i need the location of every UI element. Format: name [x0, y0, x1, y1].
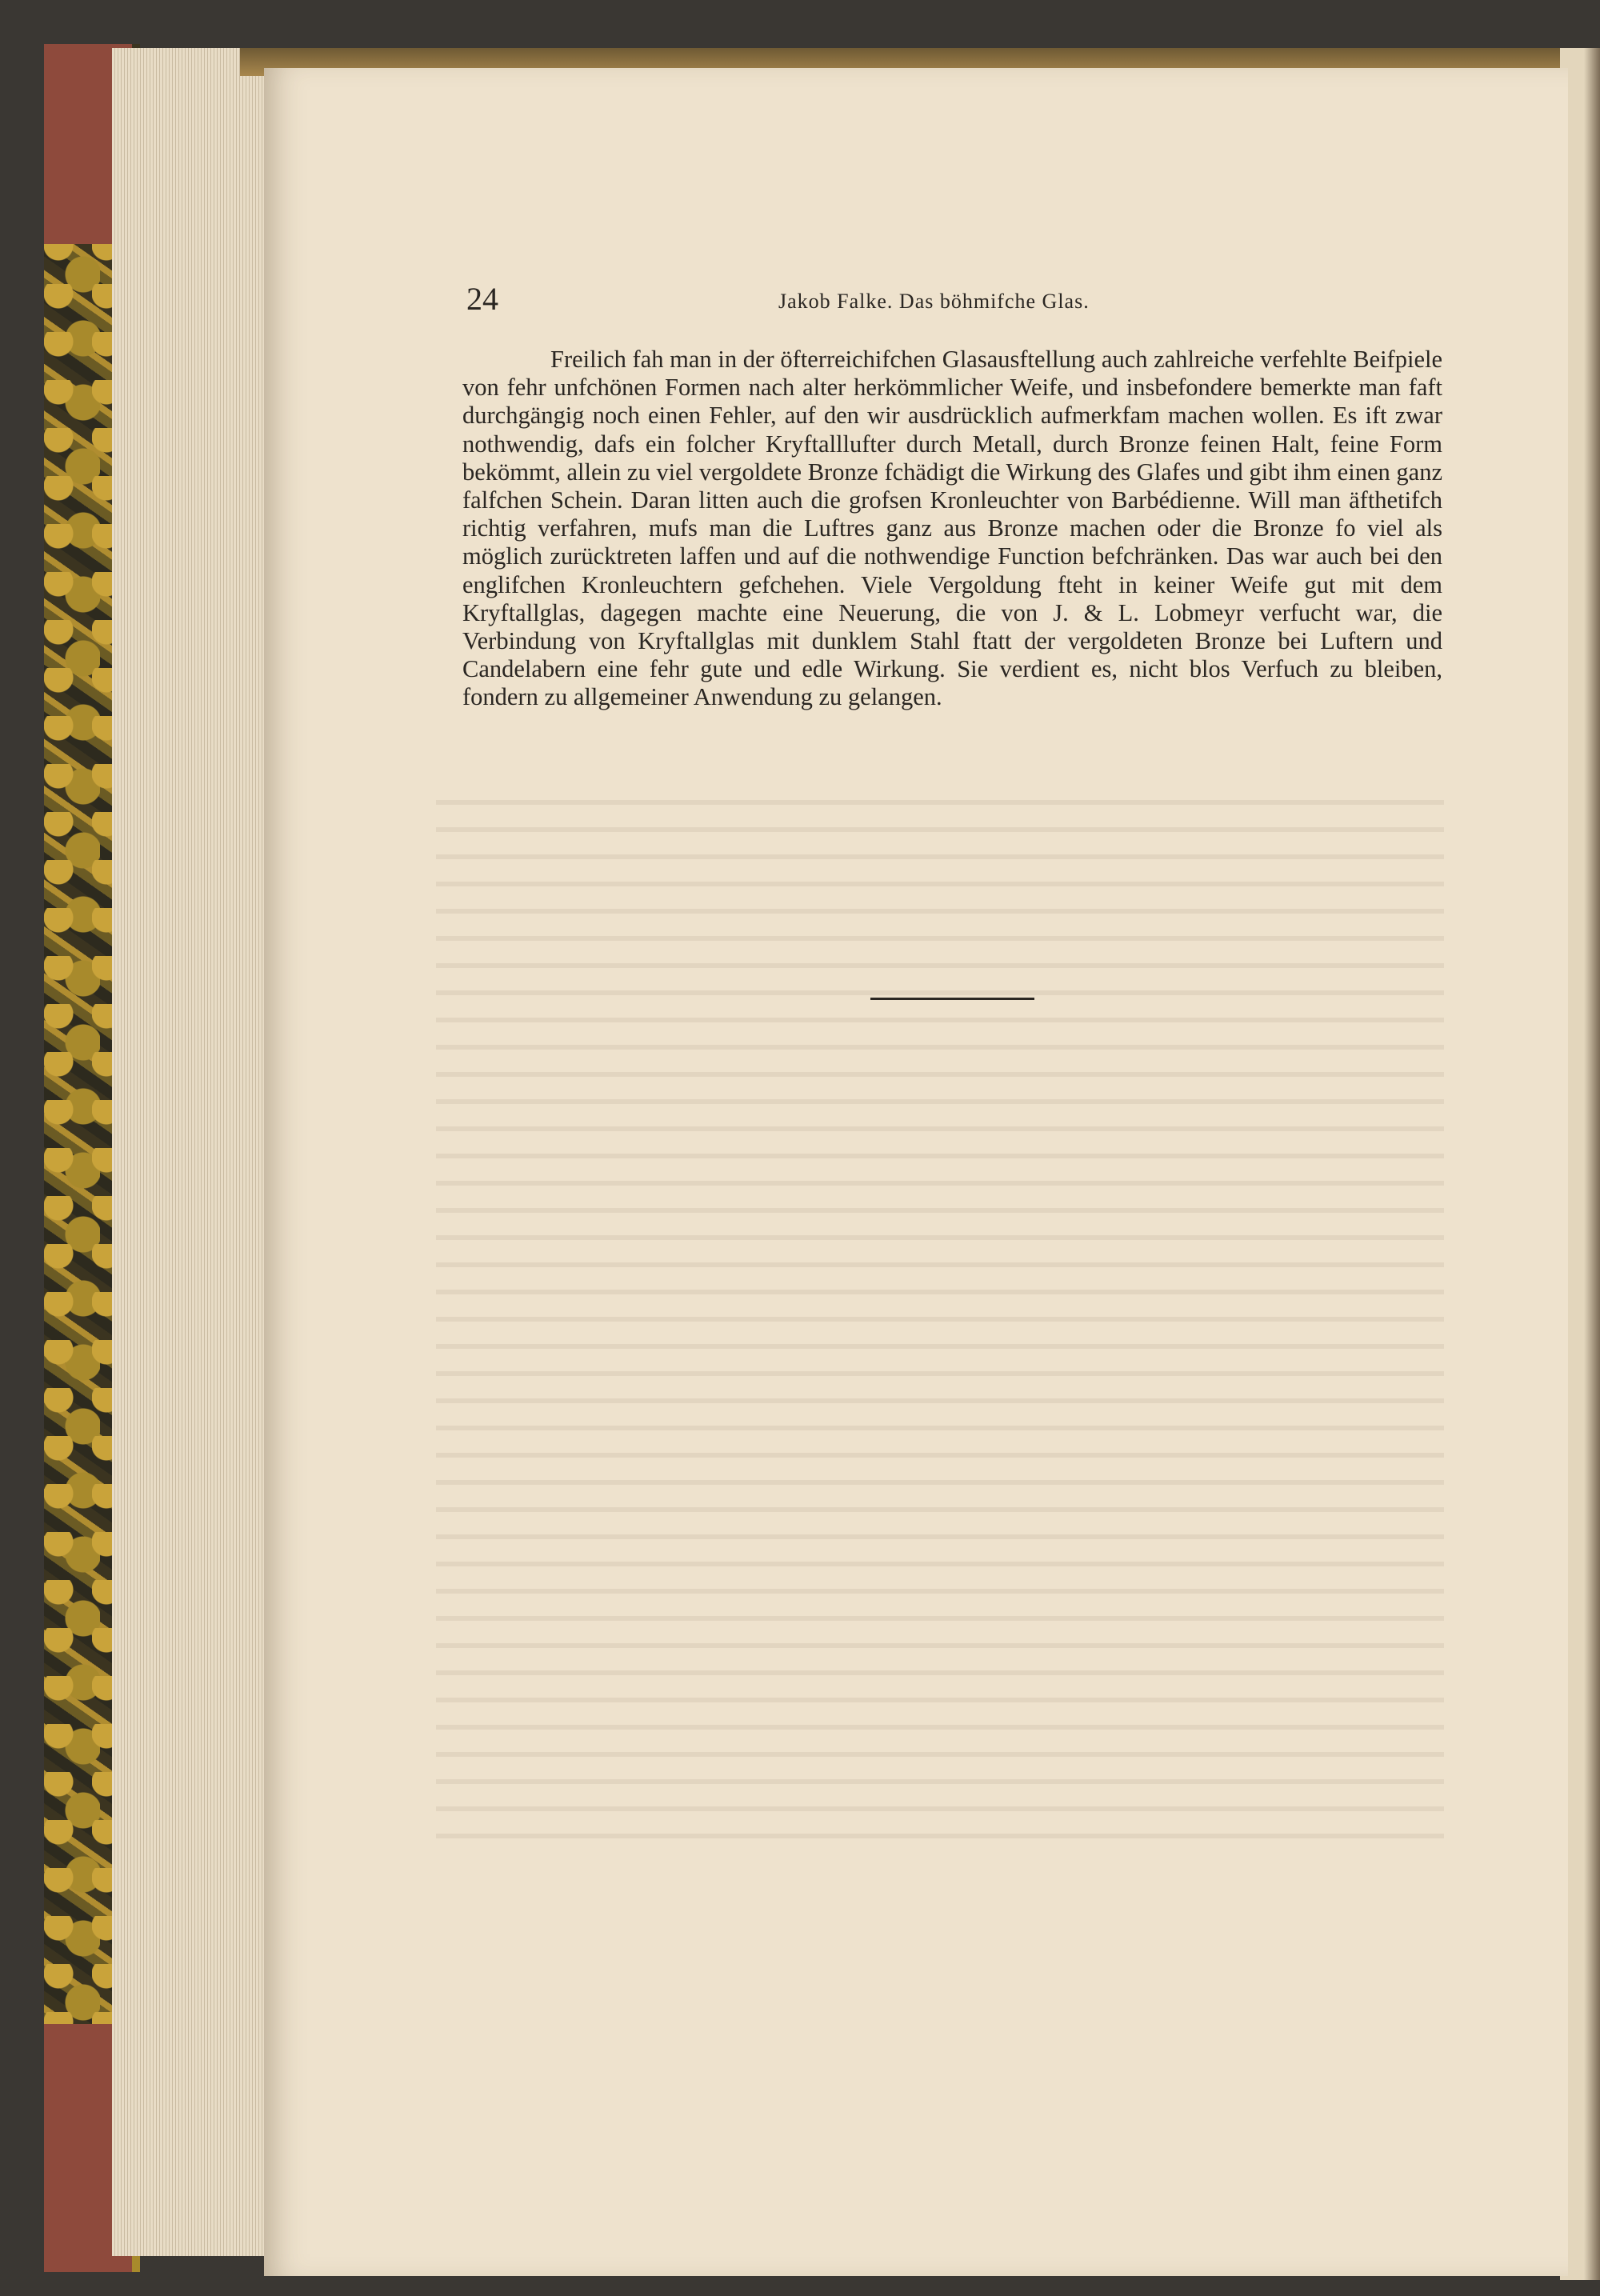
page-header [466, 280, 1474, 320]
show-through-text [436, 800, 1444, 1840]
running-head: Jakob Falke. Das böhmifche Glas. [778, 290, 1090, 313]
body-paragraph: Freilich fah man in der öfterreichifchen Glasausftellung auch zahlreiche verfehlte Beifpiele von fehr unfchönen Formen nach alter herkömmlicher Weife, und insbefondere bemerkte man faft durchgängig noch einen Fehler, auf den wir ausdrücklich aufmerkfam machen wollen. Es ift zwar nothwendig, dafs ein folcher Kryftalllufter durch Metall, durch Bronze feinen Halt, feine Form bekömmt, allein zu viel vergoldete Bronze fchädigt die Wirkung des Glafes und gibt ihm einen ganz falfchen Schein. Daran litten auch die grofsen Kronleuchter von Barbédienne. Will man äfthetifch richtig verfahren, mufs man die Luftres ganz aus Bronze machen oder die Bronze fo viel als möglich zurücktreten laffen und auf die nothwendige Function befchränken. Das war auch bei den englifchen Kronleuchtern gefchehen. Viele Vergoldung fteht in keiner Weife gut mit dem Kryftallglas, dagegen machte eine Neuerung, die von J. & L. Lobmeyr verfucht war, die Verbindung von Kryftallglas mit dunklem Stahl ftatt der vergoldeten Bronze bei Luftern und Candelabern eine fehr gute und edle Wirkung. Sie verdient es, nicht blos Verfuch zu bleiben, fondern zu allgemeiner Anwendung zu gelangen. [462, 346, 1442, 711]
page-edges [112, 48, 272, 2256]
section-rule [870, 998, 1034, 1000]
page-number: 24 [466, 281, 498, 317]
